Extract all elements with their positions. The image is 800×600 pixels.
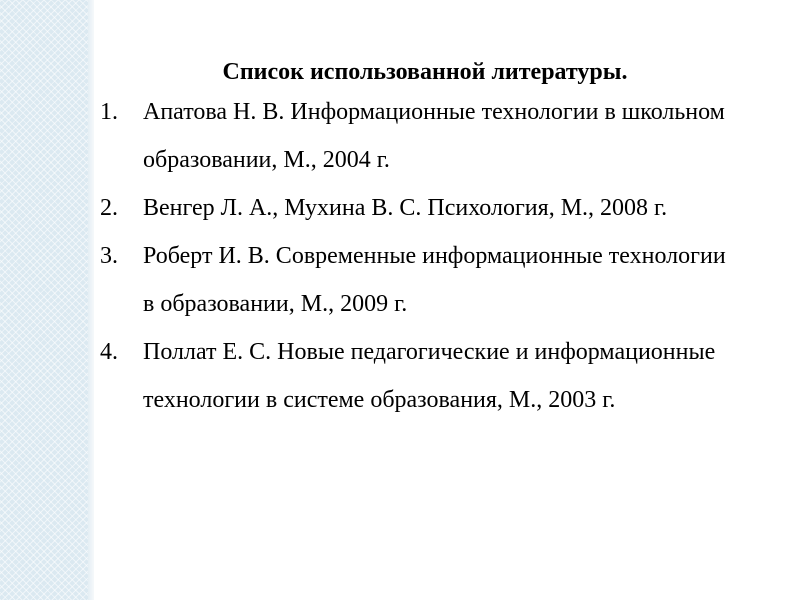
reference-item-2 bbox=[100, 184, 730, 232]
reference-item-4 bbox=[100, 328, 730, 424]
reference-number: 4. bbox=[100, 339, 118, 365]
reference-number: 1. bbox=[100, 99, 118, 125]
decorative-side-band bbox=[0, 0, 88, 600]
reference-text: Венгер Л. А., Мухина В. С. Психология, М., 2008 г. bbox=[143, 195, 668, 221]
reference-number: 2. bbox=[100, 195, 118, 221]
reference-number: 3. bbox=[100, 243, 118, 269]
reference-text: Апатова Н. В. Информационные технологии в школьном образовании, М., 2004 г. bbox=[143, 99, 725, 173]
reference-item-3 bbox=[100, 232, 730, 328]
side-band-edge bbox=[88, 0, 94, 600]
slide-title: Список использованной литературы. bbox=[222, 59, 628, 85]
reference-list bbox=[100, 88, 730, 424]
reference-text: Поллат Е. С. Новые педагогические и информационные технологии в системе образования, М., 2003 г. bbox=[143, 339, 716, 413]
reference-item-1 bbox=[100, 88, 730, 184]
reference-text: Роберт И. В. Современные информационные технологии в образовании, М., 2009 г. bbox=[143, 243, 726, 317]
